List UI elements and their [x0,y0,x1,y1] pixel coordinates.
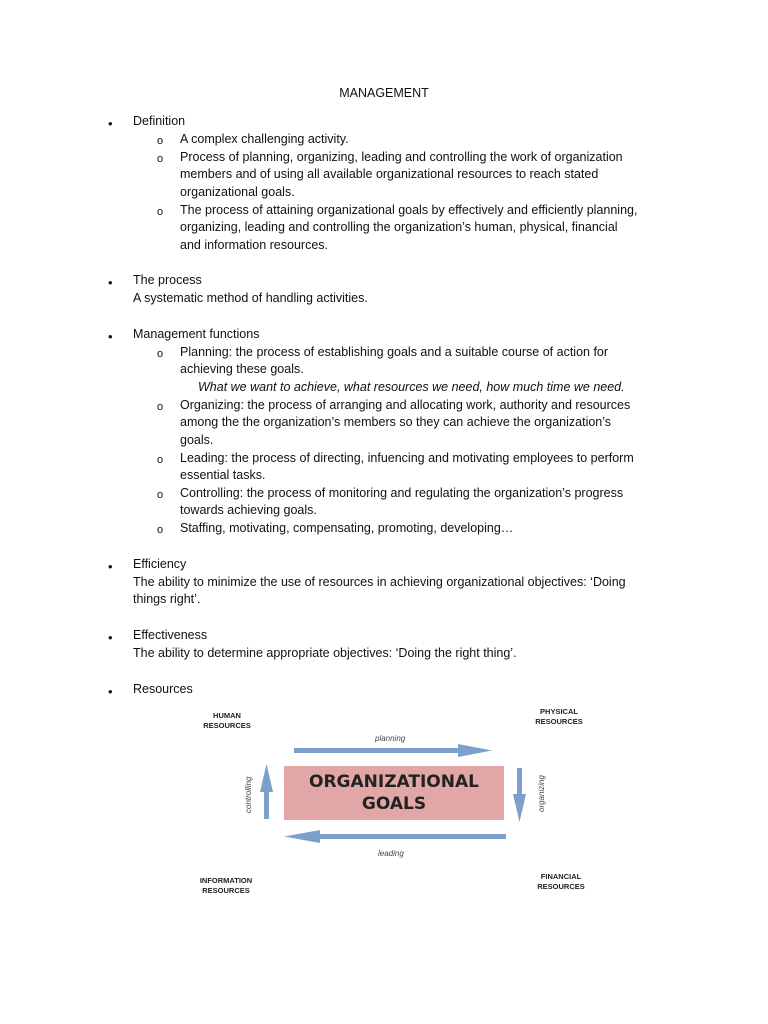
leading-line-2: essential tasks. [180,468,266,482]
sub-bullet: o [157,348,164,360]
leading-label: leading [378,849,404,858]
bullet: • [108,684,113,699]
definition-item-2-line-2: members and of using all available organizational resources to reach stated [180,167,599,181]
financial-resources-label-line-2: RESOURCES [537,882,585,891]
sub-bullet: o [157,135,164,147]
section-heading-effectiveness: Effectiveness [133,628,208,642]
sub-bullet: o [157,454,164,466]
information-resources-label-line-1: INFORMATION [199,876,253,885]
leading-line-1: Leading: the process of directing, infuencing and motivating employees to perform [180,451,634,465]
staffing-line: Staffing, motivating, compensating, promoting, developing… [180,521,514,535]
planning-label: planning [375,734,406,743]
definition-item-3-line-1: The process of attaining organizational goals by effectively and efficiently planning, [180,203,638,217]
process-text: A systematic method of handling activities. [133,291,368,305]
physical-resources-label-line-2: RESOURCES [535,717,583,726]
definition-item-1: A complex challenging activity. [180,132,349,146]
controlling-label: controlling [244,776,253,813]
organizing-line-2: among the the organization’s members so they can achieve the organization’s [180,415,612,429]
physical-resources-label-line-1: PHYSICAL [540,707,578,716]
financial-resources-label-line-1: FINANCIAL [540,872,582,881]
leading-arrow [284,830,506,843]
sub-bullet: o [157,524,164,536]
controlling-arrow [260,764,273,819]
organizing-label: organizing [537,775,546,812]
bullet: • [108,630,113,645]
effectiveness-text: The ability to determine appropriate objectives: ‘Doing the right thing’. [133,646,517,660]
human-resources-label-line-2: RESOURCES [203,721,251,730]
goals-line-2: GOALS [361,794,427,814]
definition-item-3-line-3: and information resources. [180,238,328,252]
document-title: MANAGEMENT [339,86,429,100]
controlling-line-1: Controlling: the process of monitoring and regulating the organization’s progress [180,486,624,500]
bullet: • [108,116,113,131]
section-heading-efficiency: Efficiency [133,557,187,571]
organizing-arrow [513,768,526,822]
organizational-goals-box [284,766,504,820]
organizing-line-3: goals. [180,433,214,447]
definition-item-2-line-1: Process of planning, organizing, leading and controlling the work of organization [180,150,623,164]
section-heading-definition: Definition [133,114,186,128]
information-resources-label-line-2: RESOURCES [202,886,250,895]
controlling-line-2: towards achieving goals. [180,503,317,517]
definition-item-2-line-3: organizational goals. [180,185,295,199]
definition-item-3-line-2: organizing, leading and controlling the organization’s human, physical, financial [180,220,618,234]
efficiency-text-line-2: things right’. [133,592,201,606]
section-heading-resources: Resources [133,682,193,696]
human-resources-label-line-1: HUMAN [213,711,241,720]
planning-arrow [294,744,492,757]
section-heading-process: The process [133,273,202,287]
planning-line-1: Planning: the process of establishing goals and a suitable course of action for [180,345,609,359]
bullet: • [108,559,113,574]
efficiency-text-line-1: The ability to minimize the use of resources in achieving organizational objectives: ‘Doing [133,575,626,589]
planning-line-2: achieving these goals. [180,362,304,376]
organizing-line-1: Organizing: the process of arranging and allocating work, authority and resources [180,398,631,412]
planning-note: What we want to achieve, what resources we need, how much time we need. [198,380,625,394]
goals-line-1: ORGANIZATIONAL [309,772,479,792]
bullet: • [108,329,113,344]
sub-bullet: o [157,489,164,501]
sub-bullet: o [157,206,164,218]
sub-bullet: o [157,153,164,165]
bullet: • [108,275,113,290]
section-heading-functions: Management functions [133,327,260,341]
sub-bullet: o [157,401,164,413]
